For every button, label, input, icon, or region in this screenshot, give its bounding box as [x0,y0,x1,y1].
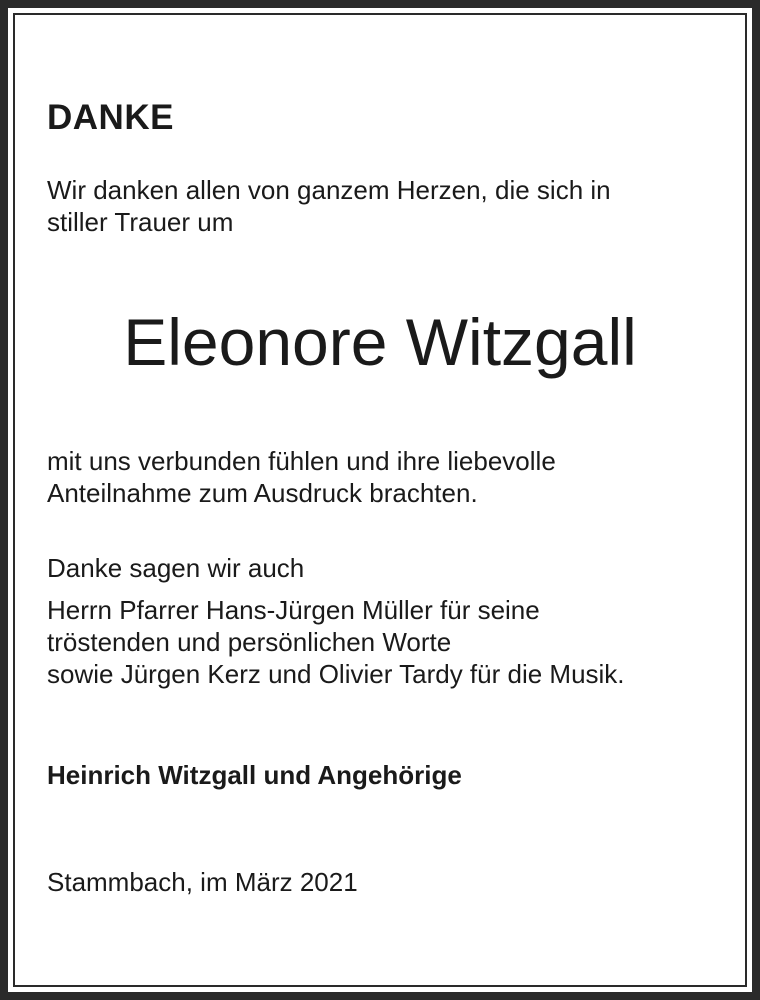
notice-heading: DANKE [47,98,174,137]
after-name-line: Anteilnahme zum Ausdruck brachten. [47,478,478,508]
thanks-line: tröstenden und persönlichen Worte [47,627,452,657]
after-name-text [47,445,556,509]
deceased-name: Eleonore Witzgall [123,305,637,379]
thanks-line: Herrn Pfarrer Hans-Jürgen Müller für seine [47,595,540,625]
intro-text [47,174,611,238]
thanks-intro: Danke sagen wir auch [47,553,305,583]
signature: Heinrich Witzgall und Angehörige [47,760,462,790]
after-name-line: mit uns verbunden fühlen und ihre liebevolle [47,446,556,476]
thanks-text [47,594,625,690]
intro-line: stiller Trauer um [47,207,234,237]
place-date: Stammbach, im März 2021 [47,867,358,897]
thanks-line: sowie Jürgen Kerz und Olivier Tardy für die Musik. [47,659,625,689]
intro-line: Wir danken allen von ganzem Herzen, die sich in [47,175,611,205]
